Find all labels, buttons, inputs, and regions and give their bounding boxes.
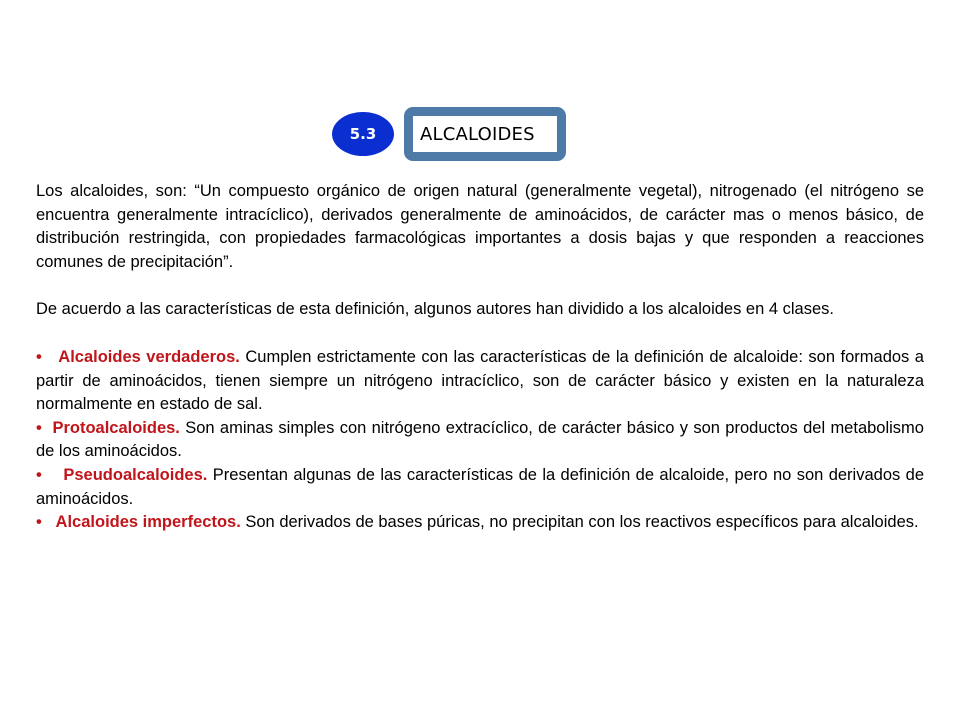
- spacer: [36, 274, 924, 298]
- class-title: Protoalcaloides.: [52, 418, 180, 437]
- bullet-icon: •: [36, 347, 42, 366]
- spacer: [36, 322, 924, 346]
- document-body: [36, 180, 924, 535]
- class-title: Alcaloides imperfectos.: [55, 513, 241, 532]
- classes-intro-paragraph: De acuerdo a las características de esta definición, algunos autores han dividido a los alcaloides en 4 clases.: [36, 300, 834, 319]
- class-description: Son derivados de bases púricas, no precipitan con los reactivos específicos para alcaloides.: [245, 513, 919, 532]
- class-item-pseudoalcaloides: [36, 464, 924, 511]
- class-item-verdaderos: [36, 346, 924, 417]
- class-description: Presentan algunas de las características de la definición de alcaloide, pero no son derivados de aminoácidos.: [36, 465, 924, 508]
- bullet-icon: •: [36, 513, 42, 532]
- class-title: Pseudoalcaloides.: [63, 465, 208, 484]
- class-description: Cumplen estrictamente con las características de la definición de alcaloide: son formados a partir de aminoácidos, tienen siempre un nitrógeno intracíclico, son de carácter básico y existen en la naturaleza normalmente en estado de sal.: [36, 347, 924, 414]
- section-title-frame: [404, 107, 566, 161]
- definition-paragraph: Los alcaloides, son: “Un compuesto orgánico de origen natural (generalmente vegetal), nitrogenado (el nitrógeno se encuentra generalmente intracíclico), derivados generalmente de aminoácidos, de carácter mas o menos básico, de distribución restringida, con propiedades farmacológicas importantes a dosis bajas y que responden a reacciones comunes de precipitación”.: [36, 182, 924, 271]
- section-number-badge: [332, 112, 394, 156]
- section-number: 5.3: [349, 125, 377, 143]
- class-title: Alcaloides verdaderos.: [58, 347, 240, 366]
- bullet-icon: •: [36, 465, 42, 484]
- section-title: ALCALOIDES: [420, 123, 535, 145]
- class-item-protoalcaloides: [36, 417, 924, 464]
- class-item-imperfectos: [36, 511, 924, 535]
- class-description: Son aminas simples con nitrógeno extracíclico, de carácter básico y son productos del metabolismo de los aminoácidos.: [36, 418, 924, 461]
- bullet-icon: •: [36, 418, 42, 437]
